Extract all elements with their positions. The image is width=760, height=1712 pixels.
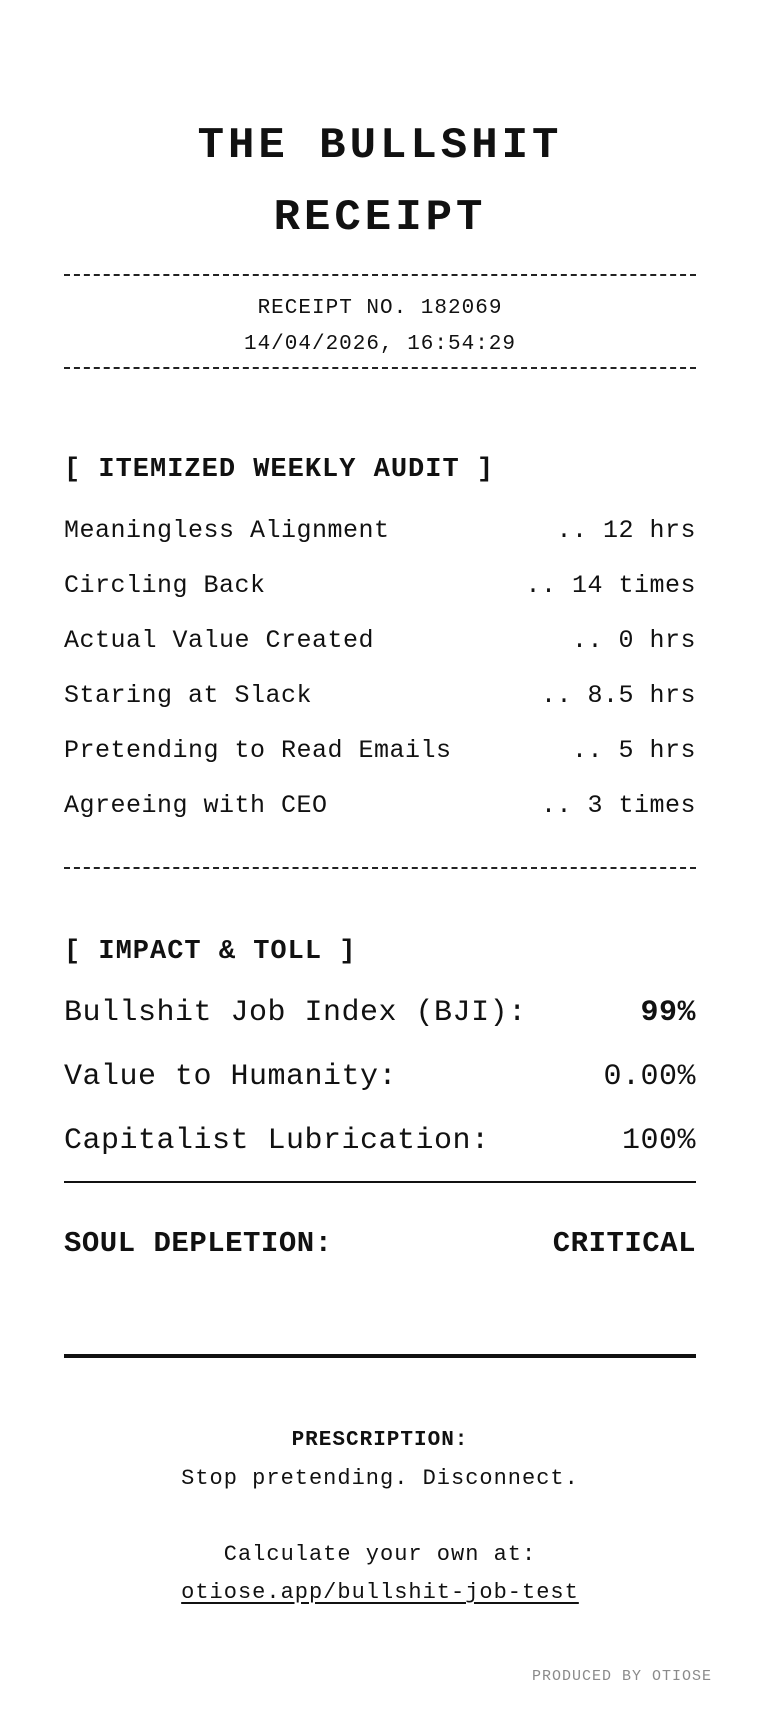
prescription-text: Stop pretending. Disconnect. [181, 1466, 579, 1491]
soul-depletion-value: CRITICAL [552, 1227, 696, 1260]
audit-section [64, 455, 696, 833]
thick-divider [64, 1354, 696, 1358]
audit-item-label: Staring at Slack [64, 681, 313, 710]
audit-item-label: Actual Value Created [64, 626, 375, 655]
audit-item-label: Meaningless Alignment [64, 516, 390, 545]
bji-value: 99% [640, 996, 696, 1030]
produced-by: PRODUCED BY OTIOSE [531, 1668, 712, 1685]
audit-item-value: .. 14 times [525, 571, 696, 600]
audit-item-label: Pretending to Read Emails [64, 736, 452, 765]
cta-link[interactable]: otiose.app/bullshit-job-test [181, 1580, 579, 1605]
receipt-datetime: 14/04/2026, 16:54:29 [243, 333, 517, 356]
audit-item-value: .. 0 hrs [571, 626, 696, 655]
receipt-title [64, 110, 696, 254]
audit-row [64, 558, 696, 613]
title-line-1: THE BULLSHIT [197, 121, 563, 171]
soul-depletion-label: SOUL DEPLETION: [64, 1227, 333, 1260]
impact-section [64, 937, 696, 1173]
audit-item-label: Agreeing with CEO [64, 791, 328, 820]
impact-row-bji [64, 981, 696, 1045]
dashed-divider [64, 867, 696, 869]
audit-item-value: .. 12 hrs [556, 516, 696, 545]
humanity-value: 0.00% [603, 1060, 696, 1094]
impact-row-humanity [64, 1045, 696, 1109]
soul-depletion [64, 1227, 696, 1260]
audit-item-value: .. 5 hrs [571, 736, 696, 765]
lubrication-label: Capitalist Lubrication: [64, 1124, 490, 1158]
receipt-meta [64, 276, 696, 367]
audit-row [64, 503, 696, 558]
audit-item-label: Circling Back [64, 571, 266, 600]
bji-label: Bullshit Job Index (BJI): [64, 996, 527, 1030]
audit-item-value: .. 8.5 hrs [540, 681, 696, 710]
impact-heading: [ IMPACT & TOLL ] [64, 937, 357, 967]
receipt-footer [64, 1422, 696, 1612]
humanity-label: Value to Humanity: [64, 1060, 398, 1094]
impact-row-lubrication [64, 1109, 696, 1173]
audit-heading: [ ITEMIZED WEEKLY AUDIT ] [64, 455, 495, 485]
audit-item-value: .. 3 times [540, 791, 696, 820]
dashed-divider [64, 367, 696, 369]
audit-row [64, 668, 696, 723]
audit-row [64, 778, 696, 833]
prescription-label: PRESCRIPTION: [291, 1429, 469, 1452]
receipt [64, 0, 696, 1612]
receipt-number: RECEIPT NO. 182069 [257, 297, 503, 320]
audit-row [64, 723, 696, 778]
solid-divider [64, 1181, 696, 1183]
title-line-2: RECEIPT [273, 193, 487, 243]
audit-row [64, 613, 696, 668]
cta-text: Calculate your own at: [223, 1542, 537, 1567]
lubrication-value: 100% [621, 1124, 696, 1158]
